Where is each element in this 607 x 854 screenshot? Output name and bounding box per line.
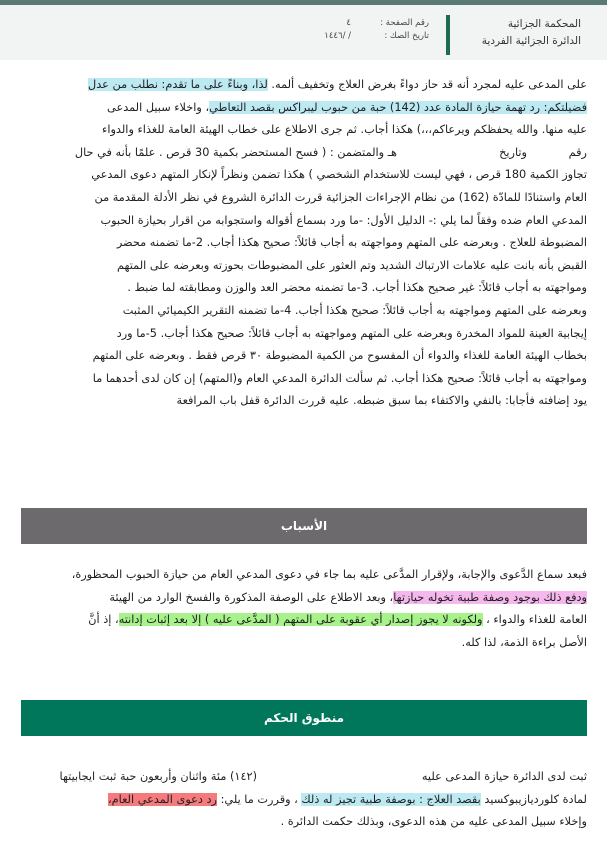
verdict-paragraph [20,766,587,834]
circuit-name: الدائرة الجزائية الفردية [481,35,581,47]
text-line: المضبوطة للعلاج . وبعرضه على المتهم ومواجهته به أجاب قائلاً: صحيح هكذا أجاب. 2-ما تضمنه محضر [116,236,587,250]
verdict-title: منطوق الحكم [263,711,345,725]
highlight-prescription: ودفع ذلك بوجود وصفة طبية تخوله حيازتها [393,590,587,604]
page-number-value: ٤ [346,18,351,28]
court-name: المحكمة الجزائية [507,18,581,30]
reasons-title: الأسباب [280,519,328,533]
text-line: العامة للغذاء والدواء ، ولكونه لا يجوز إصدار أي عقوبة على المتهم ( المدَّعى عليه ) إلا بعد إثبات إدانته، إذ أنَّ [88,613,587,627]
deed-date-row [324,30,429,43]
text-line: يود إضافته فأجابا: بالنفي والاكتفاء بما سبق ضبطه. عليه قررت الدائرة قفل باب المرافعة [176,394,587,408]
text-line: فبعد سماع الدَّعوى والإجابة، ولإقرار المدَّعى عليه بما جاء في دعوى المدعي العام من حيازة الحبوب المحظورة، [71,568,587,581]
header-divider [446,15,450,55]
highlight-dismissal: رد دعوى المدعي العام، [107,792,218,806]
text-line: العام واستنادًا للمادّة (162) من نظام الإجراءات الجزائية قررت الدائرة الشروع في نظر الأدلة المقدمة من [94,190,587,204]
page-number-label: رقم الصفحة : [380,18,429,28]
text-line: القبض بأنه بانت عليه علامات الارتباك الشديد وتم العثور على المضبوطات بحوزته وبعرضه على المتهم [117,258,587,272]
text-line: ومواجهته به أجاب قائلاً: غير صحيح هكذا أجاب. 3-ما تضمنه محضر العد والوزن ومطابقته لما ضبط . [127,281,587,295]
reasons-paragraph [20,564,587,654]
highlight-request: لذا، وبناءً على ما تقدم: نطلب من عدل [88,78,268,91]
text-line: إيجابية العينة للمواد المخدرة وبعرضه على المتهم ومواجهته به أجاب قائلاً: صحيح هكذا أجاب. 5-ما ورد [116,326,587,340]
highlight-request-charge: فضيلتكم: رد تهمة حيازة المادة عدد (142) حبة من حبوب ليبراكس بقصد التعاطي [209,100,587,114]
document-header [0,5,607,60]
text-line: فضيلتكم: رد تهمة حيازة المادة عدد (142) حبة من حبوب ليبراكس بقصد التعاطي، واخلاء سبيل المدعى [107,100,587,114]
text-line: تجاوز الكمية 180 قرص ، فهي ليست للاستخدام الشخصي ) هكذا تضمن ونظراً لإنكار المتهم دعوى المدعي [91,168,587,182]
deed-date-label: تاريخ الصك : [384,31,429,41]
deed-date-value: / /١٤٤٦ [324,31,351,41]
verdict-section-header [21,700,587,736]
text-line: رقم وتاريخ هـ والمتضمن : ( فسح المستحضر بكمية 30 قرص . علمًا بأنه في حال [74,145,587,159]
page-number-row [324,17,429,30]
text-line: المدعي العام ضده وفقاً لما يلي :- الدليل الأول: -ما ورد بسماع أقواله واستجوابه من اقرار بحيازة الحبوب [100,213,587,227]
claim-paragraph [20,74,587,413]
highlight-presumption: ولكونه لا يجوز إصدار أي عقوبة على المتهم ( المدَّعى عليه ) إلا بعد إثبات إدانته [118,613,483,627]
text-line: على المدعى عليه لمجرد أنه قد حاز دواءً بغرض العلاج وتخفيف ألمه. لذا، وبناءً على ما تقدم: نطلب من عدل [88,78,587,91]
reasons-section-header [21,508,587,544]
text-line: وبعرضه على المتهم ومواجهته به أجاب قائلاً: صحيح هكذا أجاب. 4-ما تضمنه التقرير الكيميائي المثبت [122,303,587,317]
deed-meta [324,17,429,43]
highlight-treatment: بقصد العلاج : بوصفة طبية تجيز له ذلك [301,792,481,806]
text-line: الأصل براءة الذمة، لذا كله. [461,635,587,649]
text-line: ودفع ذلك بوجود وصفة طبية تخوله حيازتها، وبعد الاطلاع على الوصفة المذكورة والفسخ الوارد من الهيئة [109,590,587,604]
text-line: وإخلاء سبيل المدعى عليه من هذه الدعوى، وبذلك حكمت الدائرة . [280,815,587,829]
text-line: بخطاب الهيئة العامة للغذاء والدواء أن المفسوح من الكمية المضبوطة ٣٠ قرص فقط . وبعرضه على المتهم [92,349,587,363]
text-line: لمادة كلورديازيبوكسيد بقصد العلاج : بوصفة طبية تجيز له ذلك ، وقررت ما يلي: رد دعوى المدعي العام، [107,792,587,806]
text-line: عليه منها. والله يحفظكم ويرعاكم،،،) هكذا أجاب. ثم جرى الاطلاع على خطاب الهيئة العامة للغذاء والدواء [102,123,587,137]
text-line: ومواجهته به أجاب قائلاً: صحيح هكذا أجاب. ثم سألت الدائرة المدعي العام و(المتهم) إن كان لدى أحدهما ما [92,371,587,385]
court-info [482,16,581,50]
text-line: ثبت لدى الدائرة حيازة المدعى عليه (١٤٢) مئة واثنان وأربعون حبة ثبت ايجابيتها [59,770,587,783]
